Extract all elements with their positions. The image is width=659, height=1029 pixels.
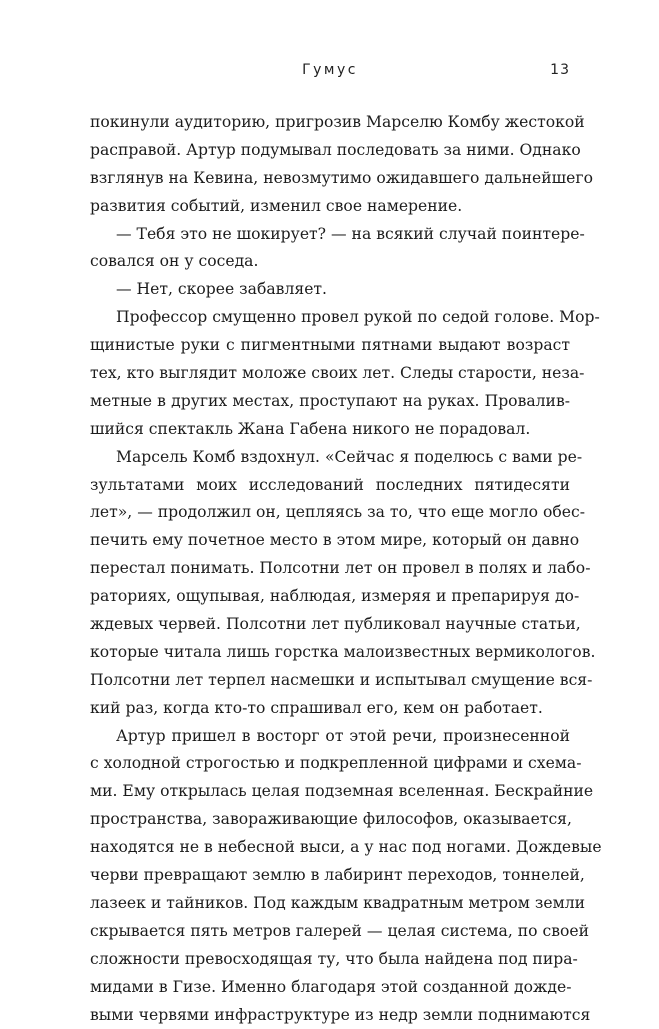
text-line: ждевых червей. Полсотни лет публиковал научные статьи, (90, 611, 570, 639)
text-line: зультатами моих исследований последних пятидесяти (90, 472, 570, 500)
text-line: пространства, завораживающие философов, оказывается, (90, 806, 570, 834)
text-line: с холодной строгостью и подкрепленной цифрами и схема- (90, 750, 570, 778)
text-line: тех, кто выглядит моложе своих лет. Следы старости, неза- (90, 360, 570, 388)
text-line: раториях, ощупывая, наблюдая, измеряя и препарируя до- (90, 583, 570, 611)
text-line: совался он у соседа. (90, 248, 570, 276)
text-line: Марсель Комб вздохнул. «Сейчас я поделюсь с вами ре- (90, 444, 570, 472)
text-line: Артур пришел в восторг от этой речи, произнесенной (90, 723, 570, 751)
text-line: Полсотни лет терпел насмешки и испытывал смущение вся- (90, 667, 570, 695)
text-line: покинули аудиторию, пригрозив Марселю Комбу жестокой (90, 109, 570, 137)
text-line: шийся спектакль Жана Габена никого не порадовал. (90, 416, 570, 444)
text-line: — Нет, скорее забавляет. (90, 276, 570, 304)
text-line: — Тебя это не шокирует? — на всякий случай поинтере- (90, 221, 570, 249)
text-line: лазеек и тайников. Под каждым квадратным метром земли (90, 890, 570, 918)
text-line: щинистые руки с пигментными пятнами выдают возраст (90, 332, 570, 360)
text-line: выми червями инфраструктуре из недр земли поднимаются (90, 1002, 570, 1029)
body-text (90, 109, 570, 1029)
text-line: которые читала лишь горстка малоизвестных вермикологов. (90, 639, 570, 667)
running-title: Гумус (90, 62, 570, 78)
text-line: находятся не в небесной выси, а у нас под ногами. Дождевые (90, 834, 570, 862)
text-line: черви превращают землю в лабиринт переходов, тоннелей, (90, 862, 570, 890)
text-line: развития событий, изменил свое намерение. (90, 193, 570, 221)
text-line: скрывается пять метров галерей — целая система, по своей (90, 918, 570, 946)
text-line: сложности превосходящая ту, что была найдена под пира- (90, 946, 570, 974)
page-header (90, 62, 570, 84)
text-line: расправой. Артур подумывал последовать за ними. Однако (90, 137, 570, 165)
text-line: печить ему почетное место в этом мире, который он давно (90, 527, 570, 555)
text-line: перестал понимать. Полсотни лет он провел в полях и лабо- (90, 555, 570, 583)
text-line: ми. Ему открылась целая подземная вселенная. Бескрайние (90, 778, 570, 806)
text-line: метные в других местах, проступают на руках. Провалив- (90, 388, 570, 416)
text-line: мидами в Гизе. Именно благодаря этой созданной дожде- (90, 974, 570, 1002)
text-line: взглянув на Кевина, невозмутимо ожидавшего дальнейшего (90, 165, 570, 193)
page-number: 13 (550, 62, 570, 78)
text-line: лет», — продолжил он, цепляясь за то, что еще могло обес- (90, 499, 570, 527)
text-line: Профессор смущенно провел рукой по седой голове. Мор- (90, 304, 570, 332)
text-line: кий раз, когда кто-то спрашивал его, кем он работает. (90, 695, 570, 723)
